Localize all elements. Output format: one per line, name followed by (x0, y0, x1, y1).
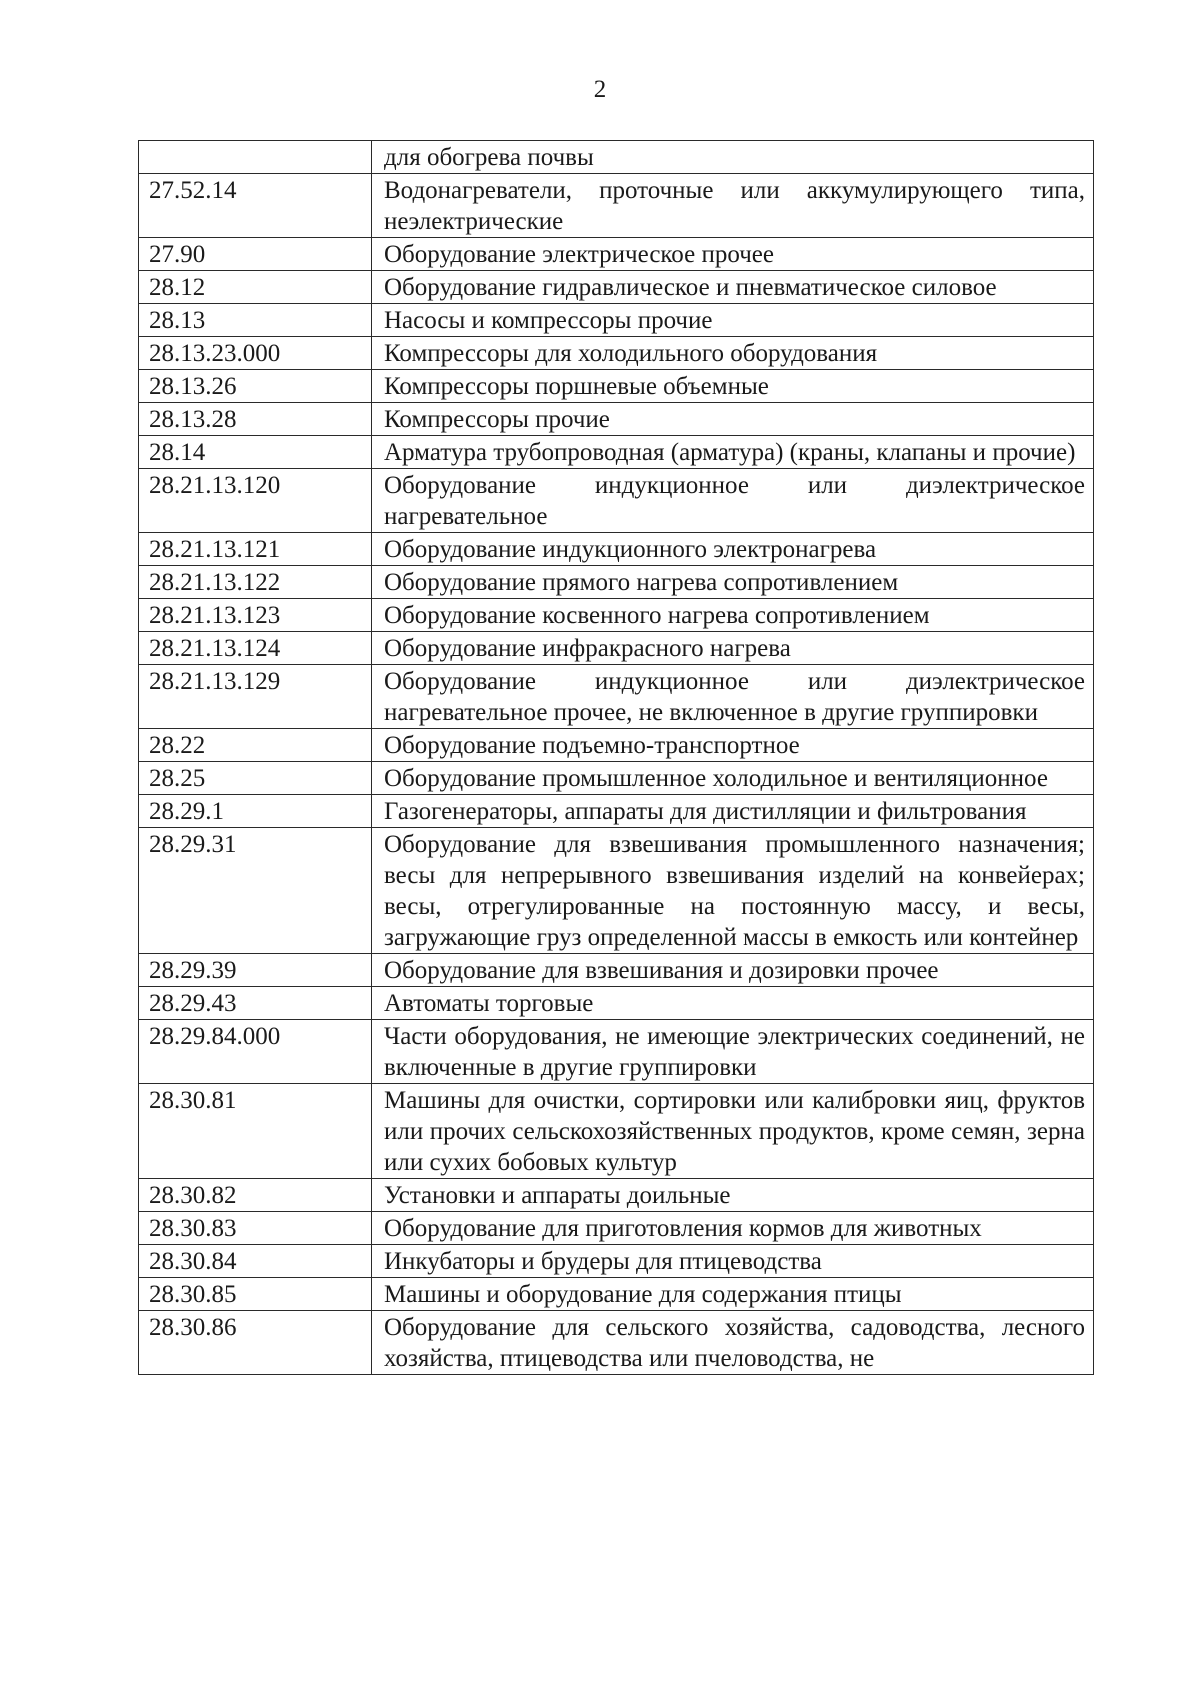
table-row (139, 795, 1094, 828)
okpd-code-cell: 28.21.13.124 (139, 632, 372, 665)
table-row (139, 1212, 1094, 1245)
table-row (139, 729, 1094, 762)
okpd-code-cell: 28.13 (139, 304, 372, 337)
table-row (139, 436, 1094, 469)
table-row (139, 271, 1094, 304)
table-row (139, 1020, 1094, 1084)
table-row (139, 469, 1094, 533)
okpd-code-cell: 28.22 (139, 729, 372, 762)
okpd-description-cell: Оборудование электрическое прочее (372, 238, 1094, 271)
okpd-code-cell: 28.14 (139, 436, 372, 469)
okpd-code-cell: 28.29.39 (139, 954, 372, 987)
okpd-codes-table (138, 140, 1094, 1375)
okpd-code-cell: 28.21.13.129 (139, 665, 372, 729)
okpd-code-cell: 28.30.81 (139, 1084, 372, 1179)
okpd-code-cell: 28.29.1 (139, 795, 372, 828)
okpd-description-cell: Оборудование индукционного электронагрева (372, 533, 1094, 566)
okpd-description-cell: Водонагреватели, проточные или аккумулирующего типа, неэлектрические (372, 174, 1094, 238)
okpd-description-cell: Оборудование для сельского хозяйства, садоводства, лесного хозяйства, птицеводства или пчеловодства, не (372, 1311, 1094, 1375)
okpd-code-cell: 28.12 (139, 271, 372, 304)
okpd-code-cell: 28.29.84.000 (139, 1020, 372, 1084)
okpd-code-cell: 28.21.13.121 (139, 533, 372, 566)
okpd-code-cell: 28.30.83 (139, 1212, 372, 1245)
okpd-description-cell: Оборудование подъемно-транспортное (372, 729, 1094, 762)
okpd-code-cell: 28.29.43 (139, 987, 372, 1020)
table-row (139, 1179, 1094, 1212)
table-row (139, 238, 1094, 271)
okpd-description-cell: Оборудование промышленное холодильное и вентиляционное (372, 762, 1094, 795)
okpd-description-cell: Оборудование для взвешивания промышленного назначения; весы для непрерывного взвешивания изделий на конвейерах; весы, отрегулированные на постоянную массу, и весы, загружающие груз определенной массы в емкость или контейнер (372, 828, 1094, 954)
table-row (139, 665, 1094, 729)
table-row (139, 566, 1094, 599)
page-number: 2 (593, 76, 607, 103)
okpd-description-cell: Части оборудования, не имеющие электрических соединений, не включенные в другие группировки (372, 1020, 1094, 1084)
okpd-description-cell: для обогрева почвы (372, 141, 1094, 174)
okpd-code-cell: 27.90 (139, 238, 372, 271)
okpd-description-cell: Оборудование индукционное или диэлектрическое нагревательное (372, 469, 1094, 533)
okpd-code-cell: 28.21.13.123 (139, 599, 372, 632)
table-row (139, 762, 1094, 795)
okpd-description-cell: Компрессоры для холодильного оборудования (372, 337, 1094, 370)
table-row (139, 174, 1094, 238)
table-row (139, 1278, 1094, 1311)
table-row (139, 1245, 1094, 1278)
table-row (139, 632, 1094, 665)
table-row (139, 141, 1094, 174)
okpd-table-body (139, 141, 1094, 1375)
okpd-description-cell: Оборудование гидравлическое и пневматическое силовое (372, 271, 1094, 304)
okpd-description-cell: Оборудование для взвешивания и дозировки прочее (372, 954, 1094, 987)
okpd-code-cell: 28.25 (139, 762, 372, 795)
okpd-description-cell: Насосы и компрессоры прочие (372, 304, 1094, 337)
okpd-description-cell: Оборудование для приготовления кормов для животных (372, 1212, 1094, 1245)
okpd-code-cell: 27.52.14 (139, 174, 372, 238)
table-row (139, 954, 1094, 987)
okpd-description-cell: Арматура трубопроводная (арматура) (краны, клапаны и прочие) (372, 436, 1094, 469)
okpd-code-cell: 28.29.31 (139, 828, 372, 954)
okpd-code-cell: 28.21.13.120 (139, 469, 372, 533)
okpd-code-cell: 28.30.82 (139, 1179, 372, 1212)
table-row (139, 1084, 1094, 1179)
okpd-description-cell: Компрессоры прочие (372, 403, 1094, 436)
okpd-description-cell: Инкубаторы и брудеры для птицеводства (372, 1245, 1094, 1278)
okpd-code-cell: 28.30.86 (139, 1311, 372, 1375)
table-row (139, 533, 1094, 566)
okpd-description-cell: Оборудование инфракрасного нагрева (372, 632, 1094, 665)
okpd-description-cell: Компрессоры поршневые объемные (372, 370, 1094, 403)
okpd-description-cell: Машины для очистки, сортировки или калибровки яиц, фруктов или прочих сельскохозяйственных продуктов, кроме семян, зерна или сухих бобовых культур (372, 1084, 1094, 1179)
okpd-description-cell: Машины и оборудование для содержания птицы (372, 1278, 1094, 1311)
table-row (139, 304, 1094, 337)
table-row (139, 987, 1094, 1020)
okpd-description-cell: Оборудование индукционное или диэлектрическое нагревательное прочее, не включенное в другие группировки (372, 665, 1094, 729)
table-row (139, 828, 1094, 954)
table-row (139, 599, 1094, 632)
okpd-code-cell: 28.13.28 (139, 403, 372, 436)
okpd-code-cell: 28.13.23.000 (139, 337, 372, 370)
okpd-code-cell: 28.21.13.122 (139, 566, 372, 599)
okpd-code-cell: 28.13.26 (139, 370, 372, 403)
table-row (139, 370, 1094, 403)
okpd-description-cell: Установки и аппараты доильные (372, 1179, 1094, 1212)
table-row (139, 403, 1094, 436)
okpd-description-cell: Оборудование косвенного нагрева сопротивлением (372, 599, 1094, 632)
okpd-code-cell (139, 141, 372, 174)
table-row (139, 1311, 1094, 1375)
okpd-code-cell: 28.30.84 (139, 1245, 372, 1278)
okpd-description-cell: Автоматы торговые (372, 987, 1094, 1020)
okpd-description-cell: Оборудование прямого нагрева сопротивлением (372, 566, 1094, 599)
okpd-description-cell: Газогенераторы, аппараты для дистилляции и фильтрования (372, 795, 1094, 828)
okpd-code-cell: 28.30.85 (139, 1278, 372, 1311)
table-row (139, 337, 1094, 370)
